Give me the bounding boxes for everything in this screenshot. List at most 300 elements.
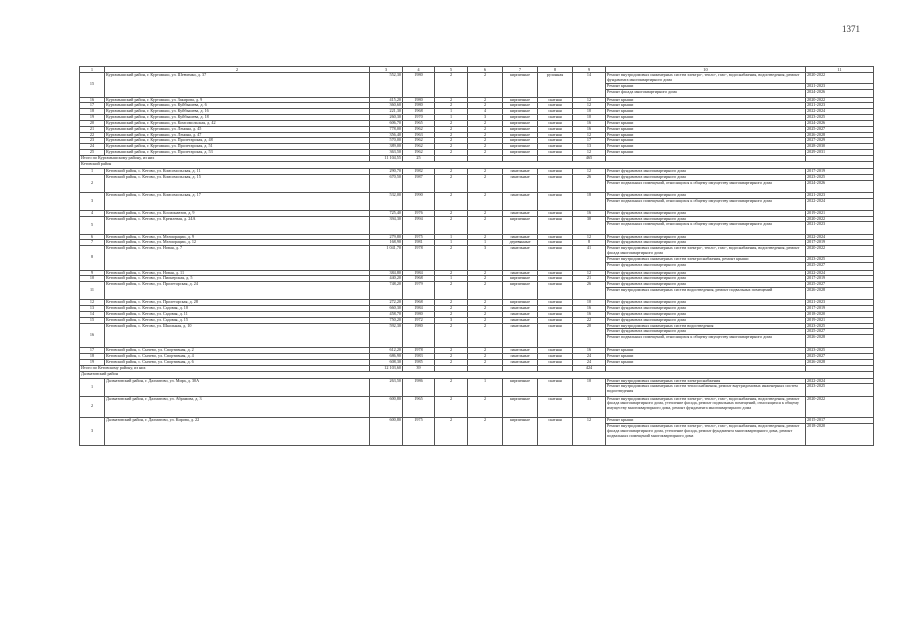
total-residents: 465 [573,155,606,161]
floors: 2 [435,138,468,144]
repair-work: Ремонт внутридомовых инженерных систем электроснабжения [607,378,721,383]
wall-material: кирпичные [503,216,538,234]
floors: 2 [435,270,468,276]
entrances: 2 [468,97,503,103]
column-number: 7 [503,67,538,73]
period-cell: 2020-2022 [806,97,874,103]
roof-type: скатная [538,109,573,115]
repair-work: Ремонт внутридомовых инженерных систем водоотведения, ремонт подвальных помещений [606,287,805,293]
repair-work: Ремонт подвальных помещений, относящихся к общему имуществу многоквартирного дома [606,198,805,204]
house-area: 440,20 [370,276,403,282]
wall-material: кирпичные [503,276,538,282]
floors: 2 [435,246,468,271]
residents-count: 10 [573,115,606,121]
build-year: 1975 [403,418,435,446]
period-cell: 2017-2019 [806,276,874,282]
repair-work: Ремонт фундамента многоквартирного дома [607,192,686,197]
entrances: 2 [468,359,503,365]
roof-type: скатная [538,317,573,323]
works-cell [606,418,806,446]
repair-period: 2020-2022 [807,245,826,251]
column-number: 2 [105,67,370,73]
repair-period: 2026-2028 [806,334,873,345]
wall-material: панельные [503,353,538,359]
floors: 2 [435,210,468,216]
wall-material: кирпичные [503,378,538,396]
house-address: Кетовский район, с. Кетово, ул. Новая, д. 7 [105,246,370,271]
row-number: 18 [80,353,105,359]
house-area: 363,50 [370,150,403,156]
table-row [80,192,874,210]
residents-count: 12 [573,234,606,240]
residents-count: 17 [573,138,606,144]
residents-count: 10 [573,300,606,306]
entrances: 1 [468,240,503,246]
roof-type: скатная [538,353,573,359]
floors: 2 [435,73,468,98]
row-number: 2 [80,174,105,192]
floors: 2 [435,174,468,192]
roof-type: скатная [538,120,573,126]
repair-period: 2025-2027 [807,281,826,287]
house-address: Куртамышский район, г. Куртамыш, ул. Комсомольская, д. 42 [105,120,370,126]
works-cell [606,174,806,192]
total-area: 12 103,60 [370,365,403,371]
residents-count: 12 [573,97,606,103]
house-area: 552,30 [370,73,403,98]
entrances: 2 [468,282,503,300]
repair-period: 2025-2027 [806,262,873,268]
period-cell [806,73,874,98]
house-address: Кетовский район, с. Кетово, ул. Пролетарская, д. 28 [105,300,370,306]
works-cell: Ремонт фундамента многоквартирного дома [606,270,806,276]
house-area: 458,70 [370,311,403,317]
repair-work: Ремонт подвальных помещений, относящихся к общему имуществу многоквартирного дома [606,180,805,186]
wall-material: панельные [503,210,538,216]
build-year: 1968 [403,109,435,115]
house-area: 606,70 [370,120,403,126]
house-area: 600,80 [370,418,403,446]
wall-material: деревянные [503,240,538,246]
residents-count: 10 [573,378,606,396]
build-year: 1980 [403,323,435,348]
house-area: 272,20 [370,300,403,306]
wall-material: кирпичные [503,109,538,115]
house-area: 279,80 [370,234,403,240]
entrances: 2 [468,138,503,144]
entrances: 2 [468,150,503,156]
roof-type: скатная [538,276,573,282]
works-cell: Ремонт фундамента многоквартирного дома [606,300,806,306]
entrances: 2 [468,120,503,126]
house-address: Кетовский район, с. Сычево, ул. Спортивная, д. 2 [105,348,370,354]
wall-material: панельные [503,323,538,348]
house-address: Кетовский район, с. Кетово, ул. Садовая, д. 15 [105,317,370,323]
column-number: 5 [435,67,468,73]
roof-type: скатная [538,103,573,109]
house-address: Далматовский район, г. Далматово, ул. Абрамова, д. 3 [105,396,370,418]
repair-period: 2015-2017 [807,417,826,423]
build-year: 1980 [403,311,435,317]
period-cell [806,246,874,271]
works-cell: Ремонт крыши [606,126,806,132]
row-number: 7 [80,240,105,246]
works-cell: Ремонт крыши [606,132,806,138]
house-address: Кетовский район, с. Кетово, ул. Садовая, д. 11 [105,311,370,317]
repair-work: Ремонт внутридомовых инженерных систем электро-, тепло-, газо-, водоснабжения, водоотведения, ремонт фундамента многоквартирного дома [607,72,800,82]
roof-type: скатная [538,115,573,121]
works-cell [606,396,806,418]
residents-count: 31 [573,396,606,418]
table-row [80,246,874,271]
roof-type: скатная [538,216,573,234]
residents-count: 16 [573,126,606,132]
entrances: 2 [468,168,503,174]
build-year: 1962 [403,144,435,150]
build-year: 1962 [403,126,435,132]
wall-material: панельные [503,192,538,210]
house-address: Кетовский район, с. Кетово, ул. Садовая, д. 10 [105,306,370,312]
roof-type: скатная [538,174,573,192]
floors: 2 [435,103,468,109]
repair-period: 2023-2025 [806,256,873,262]
row-number: 17 [80,103,105,109]
repair-period: 2026-2028 [806,287,873,298]
period-cell: 2023-2025 [806,348,874,354]
entrances: 2 [468,311,503,317]
repair-work: Ремонт крыши [606,83,805,89]
build-year: 1965 [403,120,435,126]
wall-material: кирпичные [503,103,538,109]
entrances: 2 [468,270,503,276]
table-row [80,174,874,192]
repair-period: 2020-2022 [807,72,826,78]
house-area: 389,00 [370,144,403,150]
period-cell [806,216,874,234]
roof-type: скатная [538,348,573,354]
house-area: 532,00 [370,192,403,210]
row-number: 2 [80,396,105,418]
house-address: Кетовский район, с. Кетово, ул. Пионерская, д. 5 [105,276,370,282]
wall-material: панельные [503,359,538,365]
entrances: 2 [468,132,503,138]
table-row [80,396,874,418]
works-cell: Ремонт крыши [606,359,806,365]
residents-count: 8 [573,240,606,246]
period-cell [806,174,874,192]
house-area: 725,40 [370,210,403,216]
period-cell: 2022-2024 [806,234,874,240]
period-cell: 2017-2019 [806,240,874,246]
house-address: Кетовский район, с. Кетово, ул. Комсомольская, д. 11 [105,168,370,174]
period-cell: 2019-2021 [806,210,874,216]
period-cell: 2018-2020 [806,311,874,317]
roof-type: скатная [538,246,573,271]
total-houses: 39 [403,365,435,371]
roof-type: скатная [538,144,573,150]
works-cell: Ремонт крыши [606,353,806,359]
wall-material: панельные [503,317,538,323]
works-cell: Ремонт фундамента многоквартирного дома [606,306,806,312]
entrances: 3 [468,246,503,271]
works-cell: Ремонт фундамента многоквартирного дома [606,311,806,317]
residents-count: 13 [573,144,606,150]
repair-period: 2024-2026 [806,89,873,95]
house-address: Куртамышский район, г. Куртамыш, ул. Закирова, д. 9 [105,97,370,103]
house-area: 260,30 [370,115,403,121]
wall-material: кирпичные [503,282,538,300]
repair-work: Ремонт внутридомовых инженерных систем электроснабжения, ремонт крыши [606,256,805,262]
residents-count: 14 [573,73,606,98]
works-cell: Ремонт крыши [606,150,806,156]
wall-material: панельные [503,234,538,240]
district-section-row [80,161,874,168]
period-cell: 2027-2029 [806,138,874,144]
entrances: 2 [468,234,503,240]
floors: 1 [435,276,468,282]
house-address: Кетовский район, с. Кетово, ул. Космонавтов, д. 9 [105,210,370,216]
total-label: Итого по Куртамышскому району, из них [80,155,370,161]
entrances: 2 [468,276,503,282]
house-area: 592,30 [370,323,403,348]
entrances: 2 [468,396,503,418]
repair-work: Ремонт внутридомовых инженерных систем теплоснабжения, ремонт внутридомовых инженерных систем водоотведения [606,383,805,394]
repair-work: Ремонт внутридомовых инженерных систем водоотведения [607,323,714,328]
row-number: 21 [80,126,105,132]
entrances: 2 [468,103,503,109]
floors: 1 [435,234,468,240]
repair-work: Ремонт внутридомовых инженерных систем электро-, тепло-, газо-, водоснабжения, водоотведения, ремонт фасада многоквартирного дома [607,245,800,255]
floors: 2 [435,120,468,126]
roof-type: скатная [538,192,573,210]
floors: 3 [435,317,468,323]
row-number: 15 [80,317,105,323]
house-area: 750,20 [370,317,403,323]
residents-count: 12 [573,418,606,446]
house-address: Куртамышский район, г. Куртамыш, ул. Куйбышева, д. 6 [105,103,370,109]
period-cell [806,378,874,396]
column-number: 10 [606,67,806,73]
roof-type: скатная [538,270,573,276]
works-cell [606,378,806,396]
wall-material: кирпичные [503,138,538,144]
house-address: Куртамышский район, г. Куртамыш, ул. Куйбышева, д. 16 [105,109,370,115]
works-cell: Ремонт крыши [606,109,806,115]
roof-type: скатная [538,126,573,132]
total-residents: 424 [573,365,606,371]
row-number: 8 [80,246,105,271]
roof-type: скатная [538,210,573,216]
floors: 2 [435,132,468,138]
build-year: 1978 [403,348,435,354]
entrances: 2 [468,144,503,150]
total-houses: 25 [403,155,435,161]
house-area: 263,50 [370,378,403,396]
row-number: 14 [80,311,105,317]
build-year: 1980 [403,97,435,103]
floors: 2 [435,97,468,103]
wall-material: кирпичные [503,132,538,138]
row-number: 19 [80,359,105,365]
wall-material: кирпичные [503,300,538,306]
period-cell [806,282,874,300]
row-number: 19 [80,115,105,121]
table-row [80,378,874,396]
house-area: 1 041,70 [370,246,403,271]
floors: 2 [435,348,468,354]
column-number: 4 [403,67,435,73]
row-number: 3 [80,418,105,446]
house-area: 384,80 [370,270,403,276]
row-number: 18 [80,109,105,115]
floors: 1 [435,240,468,246]
residents-count: 16 [573,120,606,126]
column-number: 9 [573,67,606,73]
wall-material: кирпичные [503,418,538,446]
wall-material: кирпичные [503,150,538,156]
floors: 2 [435,216,468,234]
entrances: 2 [468,73,503,98]
wall-material: кирпичные [503,120,538,126]
works-cell: Ремонт фундамента многоквартирного дома [606,317,806,323]
build-year: 1983 [403,353,435,359]
residents-count: 26 [573,282,606,300]
repair-period: 2021-2023 [806,83,873,89]
roof-type: скатная [538,234,573,240]
row-number: 11 [80,282,105,300]
house-area: 415,20 [370,97,403,103]
repair-period: 2024-2026 [806,180,873,191]
row-number: 12 [80,300,105,306]
repair-period: 2023-2025 [806,383,873,394]
roof-type: скатная [538,378,573,396]
residents-count: 21 [573,276,606,282]
residents-count: 16 [573,348,606,354]
total-area: 11 104,55 [370,155,403,161]
roof-type: скатная [538,97,573,103]
residents-count: 24 [573,359,606,365]
works-cell: Ремонт крыши [606,103,806,109]
wall-material: панельные [503,246,538,271]
period-cell [806,323,874,348]
house-area: 394,30 [370,216,403,234]
period-cell: 2021-2023 [806,103,874,109]
house-area: 670,50 [370,174,403,192]
residents-count: 18 [573,192,606,210]
build-year: 1980 [403,103,435,109]
residents-count: 16 [573,311,606,317]
period-cell: 2029-2031 [806,150,874,156]
build-year: 1987 [403,174,435,192]
roof-type: скатная [538,240,573,246]
build-year: 1985 [403,359,435,365]
repair-period: 2021-2023 [806,221,873,232]
period-cell: 2017-2019 [806,306,874,312]
works-cell: Ремонт крыши [606,115,806,121]
row-number: 1 [80,168,105,174]
works-cell [606,246,806,271]
floors: 1 [435,115,468,121]
row-number: 5 [80,216,105,234]
repair-period: 2020-2022 [807,216,826,221]
residents-count: 26 [573,174,606,192]
works-cell: Ремонт крыши [606,144,806,150]
build-year: 1981 [403,240,435,246]
house-area: 168,90 [370,240,403,246]
table-row [80,73,874,98]
floors: 2 [435,150,468,156]
repair-work: Ремонт фундамента многоквартирного дома [606,328,805,334]
residents-count: 12 [573,270,606,276]
house-address: Кетовский район, с. Кетово, ул. Мелиорации, д. 9 [105,234,370,240]
wall-material: панельные [503,168,538,174]
repair-work: Ремонт внутридомовых инженерных систем электро-, тепло-, газо-, водоснабжения, водоотведения, ремонт фасада многоквартирного дома, утепление фасада, ремонт подвальных помещений, относящихся к общему имуществу многоквартирного дома, ремонт фундамента многоквартирного дома [607,396,800,411]
table-row [80,323,874,348]
wall-material: панельные [503,306,538,312]
house-address: Кетовский район, с. Кетово, ул. Мелиорации, д. 12 [105,240,370,246]
repair-period: 2022-2024 [806,198,873,209]
repair-period: 2023-2025 [807,323,826,328]
row-number: 13 [80,306,105,312]
roof-type: рулонная [538,73,573,98]
repair-work: Ремонт подвальных помещений, относящихся к общему имуществу многоквартирного дома [606,221,805,227]
build-year: 1980 [403,73,435,98]
residents-count: 12 [573,168,606,174]
house-area: 686,90 [370,353,403,359]
total-label: Итого по Кетовскому району, из них [80,365,370,371]
works-cell: Ремонт крыши [606,138,806,144]
works-cell: Ремонт крыши [606,348,806,354]
floors: 2 [435,168,468,174]
entrances: 1 [468,378,503,396]
roof-type: скатная [538,311,573,317]
build-year: 1975 [403,234,435,240]
entrances: 2 [468,323,503,348]
house-area: 660,30 [370,306,403,312]
house-address: Далматовский район, г. Далматово, ул. Мира, д. 30А [105,378,370,396]
period-cell: 2028-2030 [806,144,874,150]
row-number: 4 [80,210,105,216]
house-area: 600,80 [370,396,403,418]
residents-count: 41 [573,246,606,271]
repair-period: 2018-2020 [806,423,873,443]
entrances: 4 [468,109,503,115]
house-address: Куртамышский район, г. Куртамыш, ул. Ленина, д. 45 [105,126,370,132]
works-cell: Ремонт фундамента многоквартирного дома [606,168,806,174]
entrances: 2 [468,353,503,359]
works-cell: Ремонт фундамента многоквартирного дома [606,240,806,246]
page-number: 1371 [842,24,860,34]
floors: 1 [435,109,468,115]
roof-type: скатная [538,418,573,446]
residents-count: 30 [573,216,606,234]
entrances: 2 [468,210,503,216]
build-year: 1982 [403,168,435,174]
build-year: 1963 [403,132,435,138]
house-area: 360,60 [370,103,403,109]
floors: 2 [435,300,468,306]
roof-type: скатная [538,282,573,300]
build-year: 1990 [403,192,435,210]
table-row [80,282,874,300]
house-area: 356,40 [370,132,403,138]
residents-count: 10 [573,109,606,115]
floors: 2 [435,282,468,300]
district-name: Далматовский район [80,371,874,378]
period-cell: 2025-2027 [806,353,874,359]
house-address: Куртамышский район, г. Куртамыш, ул. Ленина, д. 47 [105,132,370,138]
repair-work: Ремонт подвальных помещений, относящихся к общему имуществу многоквартирного дома [606,334,805,340]
